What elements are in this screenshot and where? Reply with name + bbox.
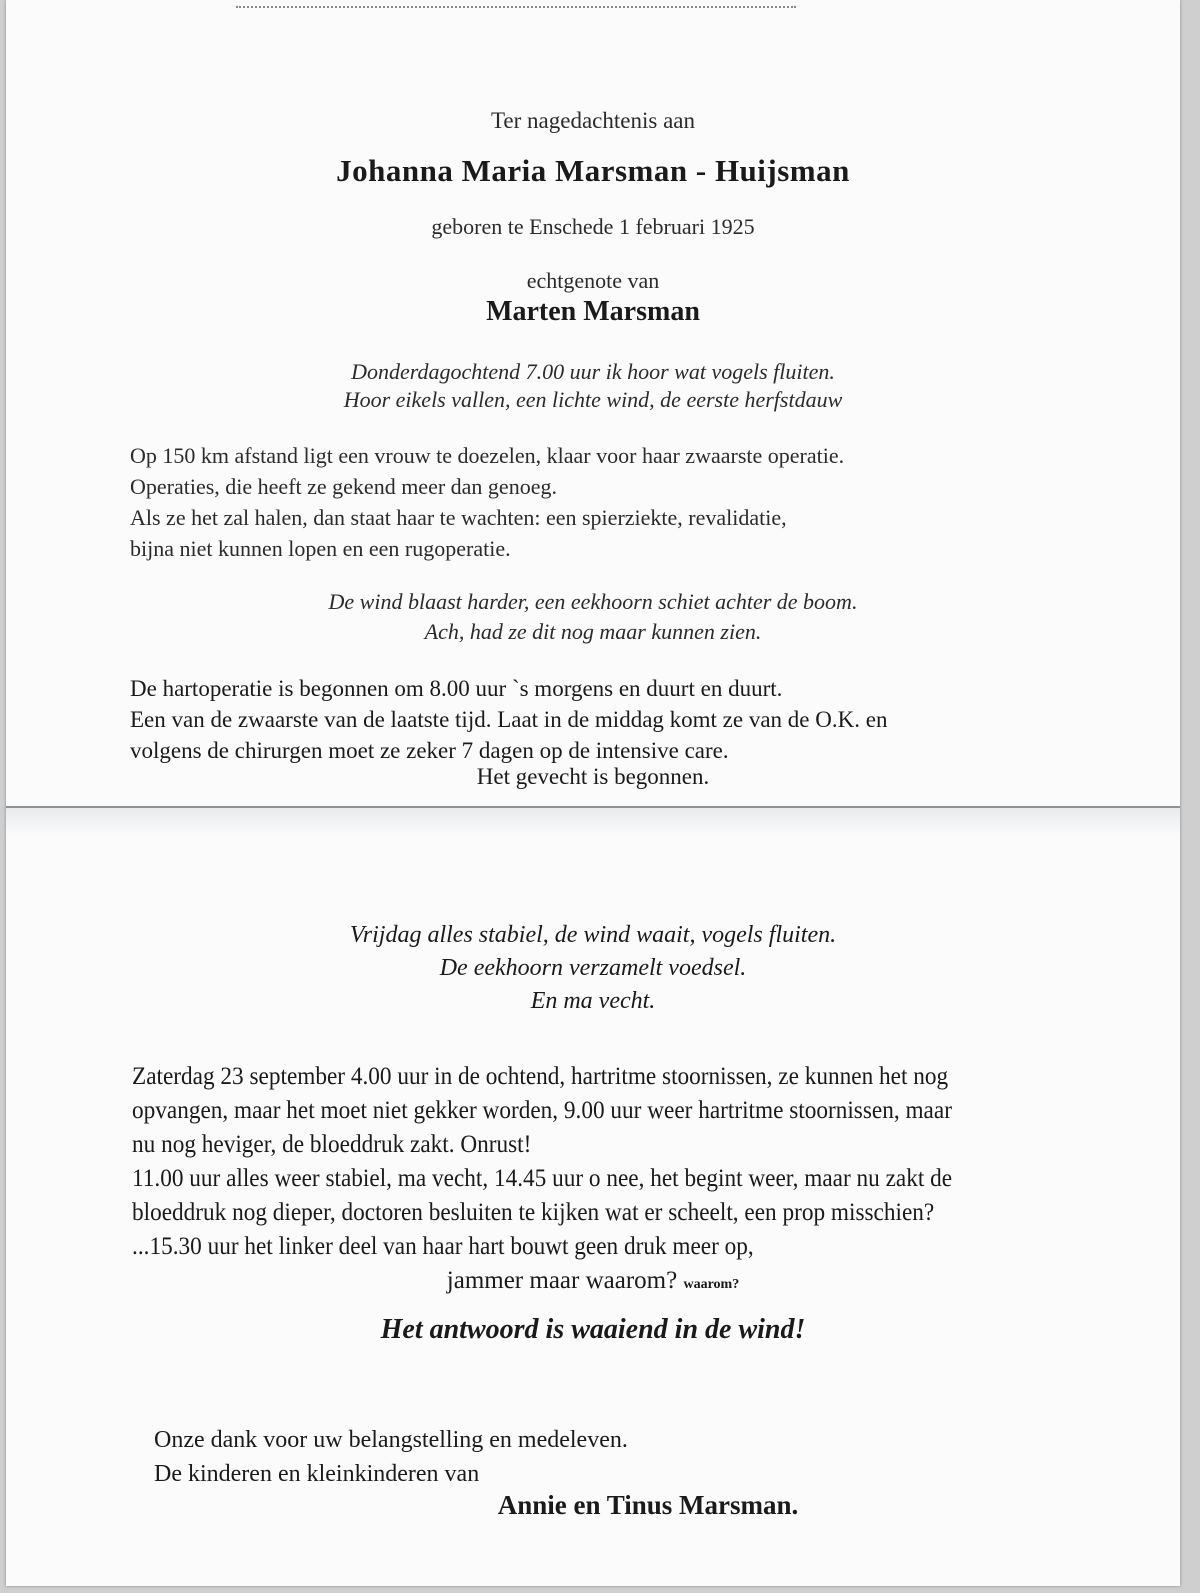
birth-info: geboren te Enschede 1 februari 1925 [431,214,755,239]
paragraph-6-line-1: Zaterdag 23 september 4.00 uur in de ochtend, hartritme stoornissen, ze kunnen het nog [132,1063,949,1090]
paragraph-6-line-4: 11.00 uur alles weer stabiel, ma vecht, 14.45 uur o nee, het begint weer, maar nu zakt de [132,1165,953,1192]
paragraph-6-line-2: opvangen, maar het moet niet gekker worden, 9.00 uur weer hartritme stoornissen, maar [132,1097,952,1124]
verse-5-line-3: En ma vecht. [530,988,656,1014]
paragraph-2-line-2: Operaties, die heeft ze gekend meer dan genoeg. [130,474,557,499]
paragraph-6-line-5: bloeddruk nog dieper, doctoren besluiten te kijken wat er scheelt, een prop misschien? [132,1199,935,1226]
paragraph-2-line-3: Als ze het zal halen, dan staat haar te wachten: een spierziekte, revalidatie, [130,505,787,530]
thanks-block [154,1423,628,1491]
signers: Annie en Tinus Marsman. [497,1490,799,1520]
spouse-prefix: echtgenote van [526,268,660,293]
paragraph-6 [132,1060,952,1264]
verse-1-line-1: Donderdagochtend 7.00 uur ik hoor wat vogels fluiten. [351,359,835,384]
paragraph-4-line-2: Een van de zwaarste van de laatste tijd. Laat in de middag komt ze van de O.K. en [130,707,888,732]
verse-5-line-1: Vrijdag alles stabiel, de wind waait, vogels fluiten. [349,922,837,948]
question-echo: waarom? [683,1277,740,1292]
paragraph-2-line-1: Op 150 km afstand ligt een vrouw te doezelen, klaar voor haar zwaarste operatie. [130,443,845,468]
memorial-card [6,0,1180,1586]
paragraph-6-line-6: ...15.30 uur het linker deel van haar hart bouwt geen druk meer op, [132,1233,754,1260]
torn-top-edge [236,0,796,8]
paragraph-4-line-1: De hartoperatie is begonnen om 8.00 uur `s morgens en duurt en duurt. [130,676,783,701]
paragraph-2-line-4: bijna niet kunnen lopen en een rugoperatie. [130,536,511,561]
children-text: De kinderen en kleinkinderen van [154,1461,480,1487]
spouse-name: Marten Marsman [486,296,700,327]
verse-3-line-1: De wind blaast harder, een eekhoorn schiet achter de boom. [328,589,858,614]
verse-5-line-2: De eekhoorn verzamelt voedsel. [439,955,747,981]
verse-1-line-2: Hoor eikels vallen, een lichte wind, de eerste herfstdauw [343,387,843,412]
thanks-text: Onze dank voor uw belangstelling en medeleven. [154,1427,628,1453]
paragraph-6-line-3: nu nog heviger, de bloeddruk zakt. Onrust! [132,1131,532,1158]
question-text: jammer maar waarom? [446,1267,678,1294]
paragraph-2 [130,440,844,564]
verse-3-line-2: Ach, had ze dit nog maar kunnen zien. [424,619,762,644]
paragraph-4-line-3: volgens de chirurgen moet ze zeker 7 dagen op de intensive care. [130,738,729,763]
deceased-name: Johanna Maria Marsman - Huijsman [336,153,850,188]
paragraph-4-center: Het gevecht is begonnen. [476,764,710,789]
fold-shadow [6,808,1180,836]
intro-text: Ter nagedachtenis aan [490,108,695,133]
closing-line: Het antwoord is waaiend in de wind! [380,1314,806,1345]
paragraph-4 [130,673,887,766]
paragraph-6-center [6,1267,1180,1295]
